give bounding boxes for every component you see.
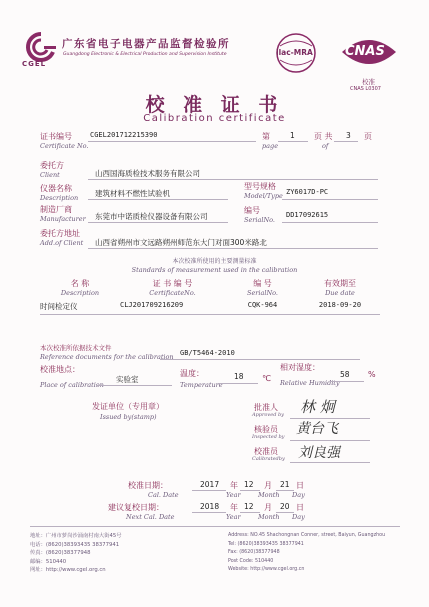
humidity-label-en: Relative Humidity <box>280 379 340 387</box>
title-cn: 校 准 证 书 <box>145 94 284 116</box>
footer-en-fax: Fax: (8620)38377948 <box>228 550 280 556</box>
next-day-unit-en: Day <box>292 513 305 521</box>
manufacturer-label: 制造厂商 <box>40 205 72 214</box>
footer-en-post: Post Code: 510440 <box>228 558 274 564</box>
of-value: 3 <box>346 131 351 140</box>
of-label: 页 共 <box>314 132 333 141</box>
issuer-label-en: Issued by(stamp) <box>100 413 157 421</box>
of-unit: 页 <box>364 132 372 141</box>
next-month-unit: 月 <box>264 503 272 512</box>
next-day: 20 <box>280 502 290 511</box>
place-value: 实验室 <box>116 375 139 384</box>
footer-cn-address: 地址：广州市萝岗沙涌南村南大街45号 <box>30 533 122 539</box>
col-header: 证 书 编 号 CertificateNo. <box>149 279 196 297</box>
ilac-text: ilac-MRA <box>276 48 313 57</box>
next-cal-label-en: Next Cal. Date <box>126 513 175 521</box>
cgel-logo <box>22 30 60 64</box>
next-cal-label: 建议复校日期： <box>108 503 164 512</box>
place-label: 校准地点： <box>40 365 80 374</box>
reference-label-en: Reference documents for the calibration <box>40 353 174 361</box>
standards-title-en: Standards of measurement used in the calibration <box>131 266 298 274</box>
page-value: 1 <box>290 131 295 140</box>
footer-en-address: Address: NO.45 Shachongnan Conner, street, Baiyun, Guangzhou <box>228 533 386 538</box>
calibrated-label-en: Calibratedby <box>252 456 285 462</box>
footer-en-tel: Tel: (8620)38393435 38377941 <box>228 541 304 547</box>
cal-month: 12 <box>244 480 254 489</box>
manufacturer-value: 东莞市中诺质检仪器设备有限公司 <box>95 212 208 221</box>
inspected-label: 核验员 <box>254 425 278 434</box>
humidity-label: 相对湿度： <box>280 363 320 372</box>
approved-signature: 林 炯 <box>300 398 335 416</box>
next-year-unit: 年 <box>230 503 238 512</box>
cal-day: 21 <box>280 480 290 489</box>
next-day-unit: 日 <box>296 503 304 512</box>
table-row <box>40 301 380 315</box>
inspected-label-en: Inspected by <box>252 434 285 440</box>
model-label: 型号规格 <box>244 182 276 191</box>
instrument-label: 仪器名称 <box>40 184 72 193</box>
certificate-no-label-en: Certificate No. <box>40 142 89 150</box>
col-header: 编 号 SerialNo. <box>247 279 278 297</box>
calibrated-signature: 刘良强 <box>298 445 340 461</box>
table-cell: 2018-09-20 <box>318 301 362 309</box>
footer-en <box>228 532 403 575</box>
temperature-unit: ℃ <box>262 374 271 383</box>
col-header: 名 称 Description <box>60 279 100 297</box>
page-label-en: page <box>262 142 279 150</box>
footer-divider <box>30 526 400 527</box>
manufacturer-label-en: Manufacturer <box>40 215 86 223</box>
table-cell: CLJ201709216209 <box>120 301 184 309</box>
temperature-label-en: Temperature <box>180 381 223 389</box>
client-label-en: Client <box>40 171 60 179</box>
next-year: 2018 <box>200 502 220 511</box>
approved-label: 批准人 <box>254 403 278 412</box>
footer-cn-fax: 传真：(8620)38377948 <box>30 550 91 557</box>
cal-year-unit: 年 <box>230 481 238 490</box>
cal-day-unit-en: Day <box>292 491 305 499</box>
cal-date-label-en: Cal. Date <box>148 491 179 499</box>
client-value: 山西国海质检技术服务有限公司 <box>95 169 200 178</box>
humidity-unit: % <box>368 370 376 379</box>
title-en: Calibration certificate <box>143 113 286 124</box>
serial-label: 编号 <box>244 206 260 215</box>
serial-value: DD17092615 <box>286 211 329 219</box>
instrument-value: 建筑材料不燃性试验机 <box>95 189 170 198</box>
org-name-en: Guangdong Electronic & Electrical Production and Supervision Institute <box>63 52 227 57</box>
logo-text: CGEL <box>22 60 47 68</box>
calibrated-label: 校准员 <box>254 447 278 456</box>
next-month: 12 <box>244 502 254 511</box>
cal-year: 2017 <box>200 480 220 489</box>
cal-month-unit: 月 <box>264 481 272 490</box>
page-label: 第 <box>262 132 270 141</box>
cnas-code: CNAS L0307 <box>350 86 381 92</box>
address-label-en: Add.of Client <box>40 239 84 247</box>
reference-label: 本次校准所依据技术文件 <box>40 344 112 352</box>
cal-day-unit: 日 <box>296 481 304 490</box>
temperature-label: 温度： <box>180 369 204 378</box>
footer-cn <box>30 532 220 575</box>
address-label: 委托方地址 <box>40 229 80 238</box>
inspected-signature: 黄台飞 <box>296 421 338 437</box>
cal-year-unit-en: Year <box>226 491 241 499</box>
footer-cn-web: 网址：http://www.cgel.org.cn <box>30 567 106 574</box>
cnas-text: CNAS <box>345 44 385 59</box>
client-label: 委托方 <box>40 161 64 170</box>
model-label-en: Model/Type <box>244 192 283 200</box>
address-value: 山西省朔州市文远路朔州师范东大门对面300米路北 <box>95 238 267 247</box>
cal-month-unit-en: Month <box>258 491 280 499</box>
next-month-unit-en: Month <box>258 513 280 521</box>
reference-value: GB/T5464-2010 <box>180 349 235 357</box>
cal-date-label: 校准日期： <box>128 481 168 490</box>
table-cell: 时间检定仪 <box>40 302 78 311</box>
temperature-value: 18 <box>234 372 244 381</box>
cnas-sub: 校准 <box>362 78 375 86</box>
issuer-label: 发证单位（专用章） <box>92 402 164 411</box>
certificate-no-label: 证书编号 <box>40 132 72 141</box>
footer-cn-post: 邮编：510440 <box>30 558 67 565</box>
table-cell: CQK-964 <box>247 301 278 309</box>
of-label-en: of <box>322 142 329 150</box>
footer-en-web: Website: http://www.cgel.org.cn <box>228 567 305 573</box>
approved-label-en: Approved by <box>252 412 285 418</box>
org-name-cn: 广东省电子电器产品监督检验所 <box>62 38 230 50</box>
footer-cn-tel: 电话：(8620)38393435 38377941 <box>30 541 120 548</box>
standards-header-row <box>40 278 380 297</box>
instrument-label-en: Description <box>40 194 79 202</box>
place-label-en: Place of calibration <box>40 381 104 389</box>
next-year-unit-en: Year <box>226 513 241 521</box>
humidity-value: 58 <box>340 370 350 379</box>
model-value: ZY6017D-PC <box>286 188 329 196</box>
standards-title-cn: 本次校准所使用的主要测量标准 <box>172 258 257 265</box>
certificate-no-value: CGEL201712215390 <box>90 131 158 139</box>
standards-table <box>40 278 380 315</box>
serial-label-en: SerialNo. <box>244 216 275 224</box>
col-header: 有效期至 Due date <box>324 279 356 297</box>
